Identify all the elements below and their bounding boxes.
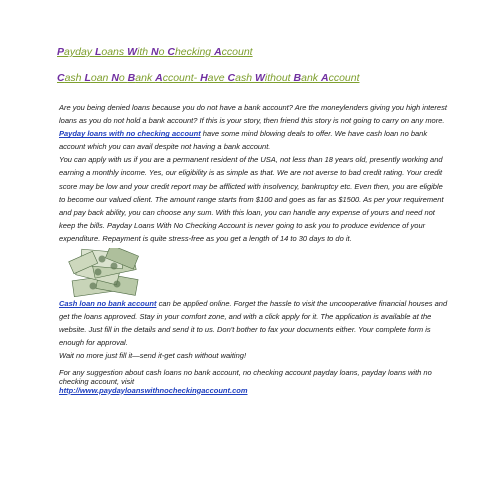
document-title: [57, 46, 253, 59]
paragraph-intro: [59, 101, 449, 153]
title-capital-letter: A: [320, 72, 329, 84]
title-text: ayday: [64, 46, 95, 58]
title-text: ccount: [328, 72, 360, 84]
title-capital-letter: W: [254, 72, 265, 84]
title-capital-letter: A: [155, 72, 163, 84]
intro-text-continued: have some mind blowing deals to offer. We have cash loan no bank account which you can avail despite not having a bank account.: [59, 129, 428, 152]
document-body: [59, 101, 449, 395]
title-text: ash: [235, 72, 255, 84]
title-text: hecking: [174, 46, 215, 58]
title-text: o: [118, 72, 128, 84]
payday-loans-link[interactable]: Payday loans with no checking account: [59, 129, 201, 139]
money-stack-image: [67, 248, 142, 297]
title-text: ith: [136, 46, 151, 58]
title-capital-letter: C: [57, 72, 65, 84]
paragraph-eligibility: You can apply with us if you are a permanent resident of the USA, not less than 18 years old, presently working and earning a monthly income. Yes, our eligibility is as simple as that. We are not averse to bad credit rating. Your credit score may be low and your credit report may be afflicted with insolvency, bankruptcy etc. Even then, you are eligible to become our valued client. The amount range starts from $100 and goes as far as $1500. As per your requirement and pay back ability, you can choose any sum. With this loan, you can handle any expense of yours and need not keep the bills. Payday Loans With No Checking Account is never going to ask you to produce evidence of your expenditure. Repayment is quite stress-free as you get a length of 14 to 30 days to do it.: [59, 155, 444, 243]
title-capital-letter: A: [214, 46, 222, 58]
cash-loan-link[interactable]: Cash loan no bank account: [59, 299, 157, 309]
paragraph-url: [59, 386, 449, 395]
title-capital-letter: B: [127, 72, 136, 84]
title-text: oans: [101, 46, 128, 58]
title-text: ave: [207, 72, 228, 84]
website-url-link[interactable]: http://www.paydayloanswithnocheckingaccount.com: [59, 385, 248, 395]
title-capital-letter: C: [227, 72, 236, 84]
title-capital-letter: N: [151, 46, 159, 58]
paragraph-apply-online: [59, 297, 449, 349]
paragraph-call-to-action: Wait no more just fill it—send it-get cash without waiting!: [59, 351, 247, 361]
title-text: ithout: [264, 72, 294, 84]
title-capital-letter: C: [167, 46, 175, 58]
title-text: o: [158, 46, 168, 58]
intro-text: Are you being denied loans because you do not have a bank account? Are the moneylenders giving you high interest loans as you do not hold a bank account? If this is your story, then friend this story is not going to carry on any more.: [59, 103, 447, 126]
title-capital-letter: N: [111, 72, 119, 84]
title-text: ccount: [221, 46, 253, 58]
title-text: ccount-: [162, 72, 201, 84]
title-capital-letter: P: [57, 46, 65, 58]
title-text: ank: [135, 72, 156, 84]
paragraph-suggestion: For any suggestion about cash loans no bank account, no checking account payday loans, payday loans with no checking account, visit: [59, 367, 432, 386]
title-text: ash: [64, 72, 85, 84]
title-capital-letter: L: [94, 46, 102, 58]
document-subtitle: [57, 72, 360, 85]
title-capital-letter: W: [127, 46, 137, 58]
title-text: oan: [90, 72, 112, 84]
title-capital-letter: B: [293, 72, 302, 84]
title-capital-letter: L: [84, 72, 91, 84]
title-capital-letter: H: [200, 72, 208, 84]
title-text: ank: [301, 72, 321, 84]
apply-online-text: can be applied online. Forget the hassle to visit the uncooperative financial houses and get the loans approved. Stay in your comfort zone, and with a click apply for it. The application is available at the website. Just fill in the details and send it to us. Don't bother to fax your documents either. Your complete form is enough for approval.: [59, 299, 448, 348]
